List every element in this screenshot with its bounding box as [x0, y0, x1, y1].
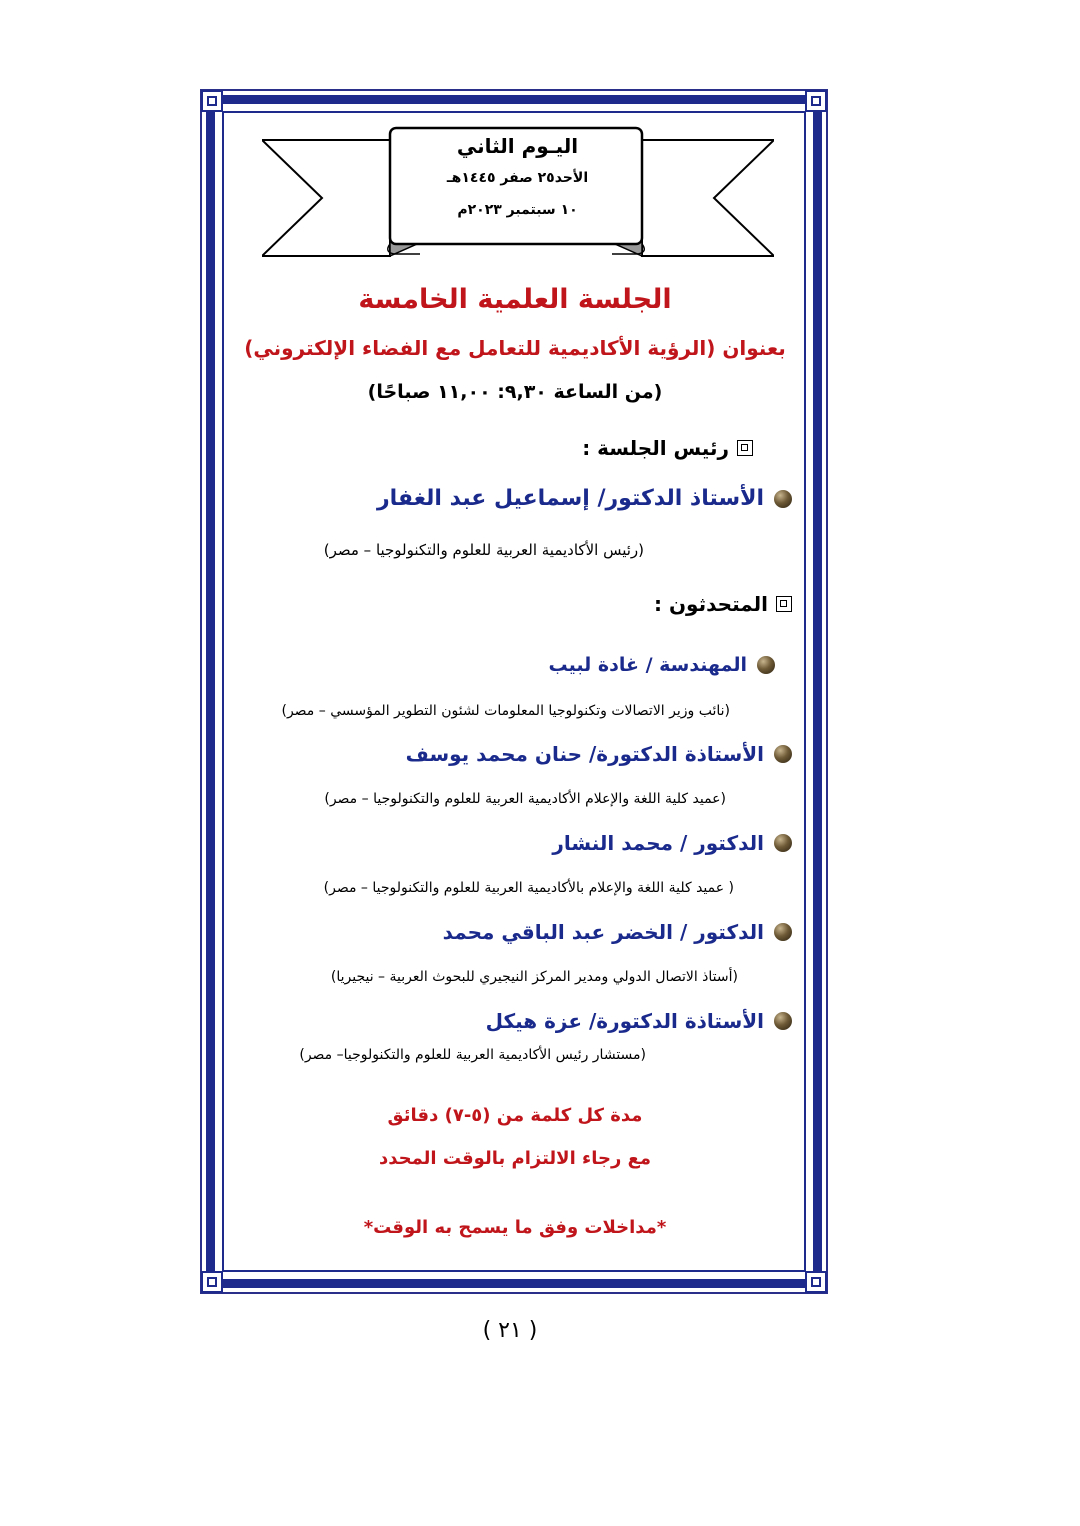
speaker-name-row: [552, 831, 792, 855]
speaker-name: الدكتور / محمد النشار: [552, 831, 764, 855]
speaker-affiliation: (أستاذ الاتصال الدولي ومدير المركز النيجيري للبحوث العربية – نيجيريا): [330, 969, 738, 985]
speaker-affiliation: (مستشار رئيس الأكاديمية العربية للعلوم والتكنولوجيا– مصر): [299, 1047, 646, 1063]
chair-name: الأستاذ الدكتور/ إسماعيل عبد الغفار: [376, 486, 764, 511]
sphere-bullet-icon: [774, 834, 792, 852]
session-title: الجلسة العلمية الخامسة: [358, 284, 672, 315]
corner-ornament-top-left: [201, 90, 223, 112]
speaker-name-row: [443, 920, 792, 944]
session-subject: بعنوان (الرؤية الأكاديمية للتعامل مع الفضاء الإلكتروني): [244, 336, 786, 360]
chair-heading-label: رئيس الجلسة :: [582, 436, 729, 460]
hijri-date: الأحد٢٥ صفر ١٤٤٥هـ: [446, 170, 589, 186]
speaker-affiliation: (نائب وزير الاتصالات وتكنولوجيا المعلومات لشئون التطوير المؤسسي – مصر): [281, 703, 730, 719]
duration-note: مدة كل كلمة من (٥-٧) دقائق: [387, 1105, 643, 1126]
speaker-name: الأستاذة الدكتورة/ حنان محمد يوسف: [405, 742, 764, 766]
speaker-name-row: [549, 654, 776, 676]
speaker-affiliation: ( عميد كلية اللغة والإعلام بالأكاديمية العربية للعلوم والتكنولوجيا – مصر): [323, 880, 734, 896]
sphere-bullet-icon: [774, 1012, 792, 1030]
speaker-affiliation: (عميد كلية اللغة والإعلام الأكاديمية العربية للعلوم والتكنولوجيا – مصر): [324, 791, 726, 807]
speaker-name-row: [486, 1009, 792, 1033]
corner-ornament-bottom-right: [805, 1271, 827, 1293]
day-label: اليـوم الثاني: [456, 134, 579, 158]
speaker-name: المهندسة / غادة لبيب: [548, 654, 747, 676]
sphere-bullet-icon: [774, 923, 792, 941]
square-bullet-icon: [776, 596, 792, 612]
sphere-bullet-icon: [757, 656, 775, 674]
page-number: ( ٢١ ): [482, 1318, 538, 1343]
sphere-bullet-icon: [774, 490, 792, 508]
speaker-name: الأستاذة الدكتورة/ عزة هيكل: [485, 1009, 764, 1033]
corner-ornament-top-right: [805, 90, 827, 112]
interventions-note: *مداخلات وفق ما يسمح به الوقت*: [363, 1217, 667, 1238]
chair-heading: [582, 436, 753, 460]
square-bullet-icon: [737, 440, 753, 456]
speaker-name-row: [406, 742, 792, 766]
sphere-bullet-icon: [774, 745, 792, 763]
punctuality-note: مع رجاء الالتزام بالوقت المحدد: [378, 1148, 652, 1169]
corner-ornament-bottom-left: [201, 1271, 223, 1293]
speakers-heading-label: المتحدثون :: [654, 592, 768, 616]
chair-name-row: [377, 486, 792, 511]
chair-affiliation: (رئيس الأكاديمية العربية للعلوم والتكنولوجيا – مصر): [323, 541, 644, 559]
session-time: (من الساعة ٩,٣٠: ١١,٠٠ صباحًا): [367, 381, 663, 403]
speaker-name: الدكتور / الخضر عبد الباقي محمد: [442, 920, 764, 944]
ribbon-text: [395, 128, 640, 218]
gregorian-date: ١٠ سبتمبر ٢٠٢٣م: [457, 202, 578, 218]
speakers-heading: [654, 592, 792, 616]
